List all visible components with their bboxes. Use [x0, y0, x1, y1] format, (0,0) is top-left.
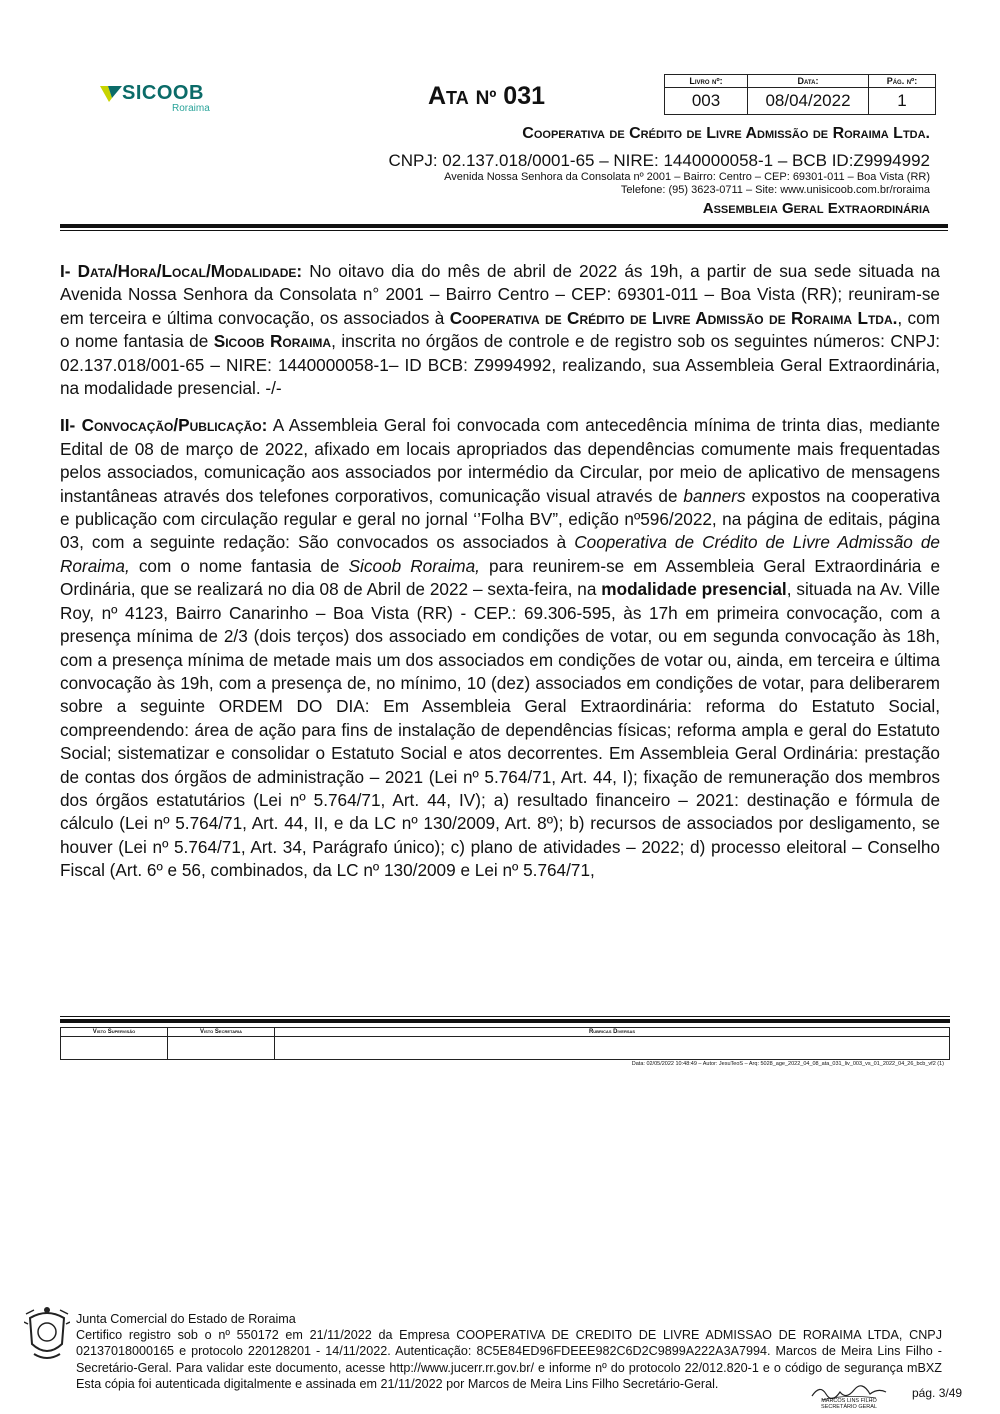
document-body: [60, 260, 940, 897]
sicoob-logo-icon: [100, 84, 122, 104]
title-number: 031: [503, 82, 546, 110]
book-info-table: [664, 74, 936, 115]
italic-text: banners: [683, 485, 746, 506]
cooperative-name-bold: Cooperativa de Crédito de Livre Admissão de Roraima Ltda.: [449, 307, 898, 328]
telephone-line: Telefone: (95) 3623-0711 – Site: www.unisicoob.com.br/roraima: [620, 184, 930, 196]
section-1-text: No oitavo dia do mês de abril de 2022 ás 19h, a partir de sua sede situada na Avenida Nossa Senhora da Consolata n° 2001 – Bairro Centro – CEP: 69301-011 – Boa Vista (RR); reuniram-se em terceira e última convocação, os associados à: [60, 261, 940, 328]
signature-table: [60, 1027, 950, 1060]
bold-text: modalidade presencial: [601, 579, 787, 600]
coat-of-arms-icon: [24, 1304, 70, 1362]
logo-sub-text: Roraima: [172, 103, 210, 114]
title-no: Nº: [475, 88, 497, 109]
cooperative-name: Cooperativa de Crédito de Livre Admissão de Roraima Ltda.: [522, 125, 930, 142]
book-header: Livro nº:: [665, 75, 748, 88]
fantasy-name-bold: Sicoob Roraima: [213, 331, 332, 352]
date-value: 08/04/2022: [748, 88, 869, 115]
sicoob-logo: [100, 80, 210, 114]
page-number: pág. 3/49: [912, 1386, 963, 1400]
footer-rule-thin: [60, 1016, 950, 1017]
logo-brand-text: SICOOB: [122, 82, 204, 104]
book-value: 003: [665, 88, 748, 115]
section-2-text: com o nome fantasia de: [129, 555, 349, 576]
signatory-name-text: MARCOS LINS FILHO: [821, 1398, 877, 1404]
rubrics-cell: [275, 1037, 950, 1060]
italic-text: Sicoob Roraima,: [348, 555, 480, 576]
section-1-text: , inscrita no órgãos de controle e de registro sob os seguintes números: CNPJ: 02.137.018/001-65 – NIRE: 1440000058-1– ID BCB: Z9994992, realizando, sua Assembleia Geral Extraordinária, na modalidade presencial. -/-: [60, 331, 940, 399]
document-title: [428, 82, 545, 111]
page-header: Pág. nº:: [869, 75, 936, 88]
signatory-role-text: SECRETÁRIO GERAL: [821, 1404, 877, 1410]
assembly-type: Assembleia Geral Extraordinária: [702, 200, 930, 217]
section-2-text: A Assembleia Geral foi convocada com antecedência mínima de trinta dias, mediante Edital de 08 de março de 2022, afixado em locais apropriados das dependências comumente mais frequentadas pelos associados, comunicação aos associados por intermédio da Circular, por meio de aplicativo de mensagens instantâneas através dos telefones corporativos, comunicação visual através de: [60, 415, 940, 506]
footer-rule-thick: [60, 1019, 950, 1023]
header-rule-thin: [60, 230, 948, 231]
title-main: Ata: [428, 82, 469, 110]
section-1-heading: I- Data/Hora/Local/Modalidade:: [60, 261, 303, 281]
section-date-time-place: [60, 260, 940, 400]
secretary-header: Visto Secretaria: [168, 1028, 275, 1037]
section-2-text: , situada na Av. Ville Roy, nº 4123, Bairro Canarinho – Boa Vista (RR) - CEP.: 69.306-595, às 17h em primeira convocação, com a presença mínima de 2/3 (dois terços) dos associado em condições de votar, ou em segunda convocação às 18h, com a presença mínima de metade mais um dos associados em condições de votar ou, ainda, em terceira e última convocação às 19h, com a presença de, no mínimo, 10 (dez) associados em condições de votar, para deliberarem sobre a seguinte ORDEM DO DIA: Em Assembleia Geral Extraordinária: reforma do Estatuto Social, compreendendo: área de ação para fins de instalação de dependências físicas; reforma ampla e geral do Estatuto Social; sistematizar e consolidar o Estatuto Social e atos decorrentes. Em Assembleia Geral Ordinária: prestação de contas dos órgãos de administração – 2021 (Lei nº 5.764/71, Art. 44, I); fixação de remuneração dos membros dos órgãos estatutários (Lei nº 5.764/71, Art. 44, IV); a) resultado financeiro – 2021: destinação e fórmula de cálculo (Lei nº 5.764/71, Art. 44, II, e da LC nº 130/2009, Art. 8º); b) recursos de associados por desligamento, se houver (Lei nº 5.764/71, Art. 34, Parágrafo único); c) plano de atividades – 2022; d) processo eleitoral – Conselho Fiscal (Art. 6º e 56, combinados, da LC nº 130/2009 e Lei nº 5.764/71,: [60, 579, 940, 881]
supervision-header: Visto Supervisão: [61, 1028, 168, 1037]
section-2-text: expostos na cooperativa e publicação com circulação regular e geral no jornal ‘’Folha BV”, edição nº596/2022, na página de editais, página 03, com a seguinte redação: São convocados os associados à: [60, 485, 940, 553]
section-convocation: [60, 414, 940, 882]
section-2-text: para reunirem-se em Assembleia Geral Extraordinária e Ordinária, que se realizará no dia 08 de Abril de 2022 – sexta-feira, na: [60, 555, 941, 600]
file-metadata: Data: 02/05/2022 10:48:49 – Autor: JesuTeoS – Arq: 5028_age_2022_04_08_ata_031_liv_003_vs_01_2022_04_26_bcb_vf2 (1): [631, 1061, 944, 1067]
italic-text: Cooperativa de Crédito de Livre Admissão de Roraima,: [60, 532, 940, 576]
signatory-name: [816, 1398, 882, 1410]
section-2-heading: II- Convocação/Publicação:: [60, 415, 268, 436]
certification-body: Certifico registro sob o nº 550172 em 21/11/2022 da Empresa COOPERATIVA DE CREDITO DE LIVRE ADMISSAO DE RORAIMA LTDA, CNPJ 02137018000165 e protocolo 220128201 - 14/11/2022. Autenticação: 8C5E84ED96FDEEE982C6D2C9899A222A3A7994. Marcos de Meira Lins Filho - Secretário-Geral. Para validar este documento, acesse http://www.jucerr.rr.gov.br/ e informe nº do protocolo 22/012.820-1 e o código de segurança mBXZ Esta cópia foi autenticada digitalmente e assinada em 21/11/2022 por Marcos de Meira Lins Filho Secretário-Geral.: [76, 1328, 942, 1391]
page-value: 1: [869, 88, 936, 115]
secretary-cell: [168, 1037, 275, 1060]
cnpj-line: CNPJ: 02.137.018/0001-65 – NIRE: 1440000058-1 – BCB ID:Z9994992: [388, 151, 930, 170]
certification-title: Junta Comercial do Estado de Roraima: [76, 1312, 296, 1326]
date-header: Data:: [748, 75, 869, 88]
section-1-text: , com o nome fantasia de: [60, 307, 940, 352]
header-rule-thick: [60, 224, 948, 228]
supervision-cell: [61, 1037, 168, 1060]
rubrics-header: Rubricas Diversas: [275, 1028, 950, 1037]
address-line: Avenida Nossa Senhora da Consolata nº 2001 – Bairro: Centro – CEP: 69301-011 – Boa Vista (RR): [444, 171, 930, 183]
